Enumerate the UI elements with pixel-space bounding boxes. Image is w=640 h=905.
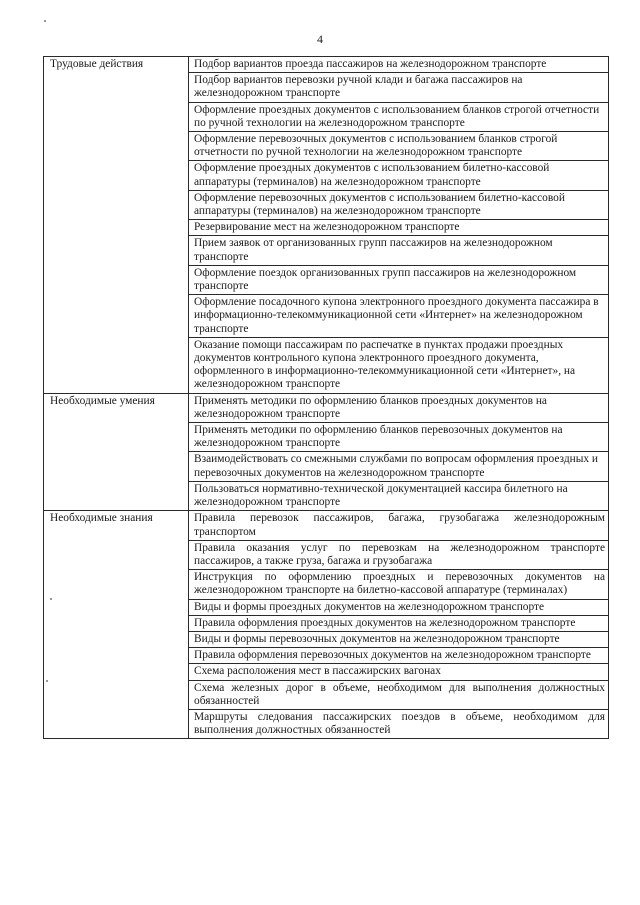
requirement-cell: Оформление перевозочных документов с использованием билетно-кассовой аппаратуры (терминалов) на железнодорожном транспорте [189, 190, 609, 219]
scan-speck [44, 20, 46, 22]
competency-table [43, 56, 609, 739]
requirement-cell: Маршруты следования пассажирских поездов в объеме, необходимом для выполнения должностных обязанностей [189, 709, 609, 738]
requirement-cell: Оформление поездок организованных групп пассажиров на железнодорожном транспорте [189, 265, 609, 294]
requirement-cell: Пользоваться нормативно-технической документацией кассира билетного на железнодорожном транспорте [189, 481, 609, 510]
table-row [44, 511, 609, 540]
requirement-cell: Взаимодействовать со смежными службами по вопросам оформления проездных и перевозочных документов на железнодорожном транспорте [189, 452, 609, 481]
requirement-cell: Оформление посадочного купона электронного проездного документа пассажира в информационно-телекоммуникационной сети «Интернет» на железнодорожном транспорте [189, 295, 609, 338]
requirement-cell: Оформление проездных документов с использованием бланков строгой отчетности по ручной технологии на железнодорожном транспорте [189, 102, 609, 131]
requirement-cell: Правила перевозок пассажиров, багажа, грузобагажа железнодорожным транспортом [189, 511, 609, 540]
requirement-cell: Резервирование мест на железнодорожном транспорте [189, 220, 609, 236]
requirement-cell: Правила оформления перевозочных документов на железнодорожном транспорте [189, 648, 609, 664]
requirement-cell: Прием заявок от организованных групп пассажиров на железнодорожном транспорте [189, 236, 609, 265]
requirement-cell: Правила оказания услуг по перевозкам на железнодорожном транспорте пассажиров, а также груза, багажа и грузобагажа [189, 540, 609, 569]
table-row [44, 57, 609, 73]
requirement-cell: Оформление проездных документов с использованием билетно-кассовой аппаратуры (терминалов) на железнодорожном транспорте [189, 161, 609, 190]
requirement-cell: Правила оформления проездных документов на железнодорожном транспорте [189, 615, 609, 631]
requirement-cell: Виды и формы проездных документов на железнодорожном транспорте [189, 599, 609, 615]
page-number: 4 [317, 32, 323, 46]
requirement-cell: Виды и формы перевозочных документов на железнодорожном транспорте [189, 631, 609, 647]
section-label: Необходимые умения [44, 393, 189, 511]
requirement-cell: Подбор вариантов перевозки ручной клади и багажа пассажиров на железнодорожном транспорте [189, 73, 609, 102]
requirement-cell: Схема расположения мест в пассажирских вагонах [189, 664, 609, 680]
requirement-cell: Оформление перевозочных документов с использованием бланков строгой отчетности по ручной технологии на железнодорожном транспорте [189, 132, 609, 161]
table-row [44, 393, 609, 422]
requirement-cell: Схема железных дорог в объеме, необходимом для выполнения должностных обязанностей [189, 680, 609, 709]
requirement-cell: Инструкция по оформлению проездных и перевозочных документов на железнодорожном транспорте на билетно-кассовой аппаратуре (терминалах) [189, 570, 609, 599]
requirement-cell: Применять методики по оформлению бланков проездных документов на железнодорожном транспорте [189, 393, 609, 422]
requirement-cell: Применять методики по оформлению бланков перевозочных документов на железнодорожном транспорте [189, 423, 609, 452]
competency-table-body [44, 57, 609, 739]
section-label: Трудовые действия [44, 57, 189, 394]
requirement-cell: Оказание помощи пассажирам по распечатке в пунктах продажи проездных документов контрольного купона электронного проездного документа, оформленного в информационно-телекоммуникационной сети «Интернет», на железнодорожном транспорте [189, 337, 609, 393]
requirement-cell: Подбор вариантов проезда пассажиров на железнодорожном транспорте [189, 57, 609, 73]
section-label: Необходимые знания [44, 511, 189, 739]
